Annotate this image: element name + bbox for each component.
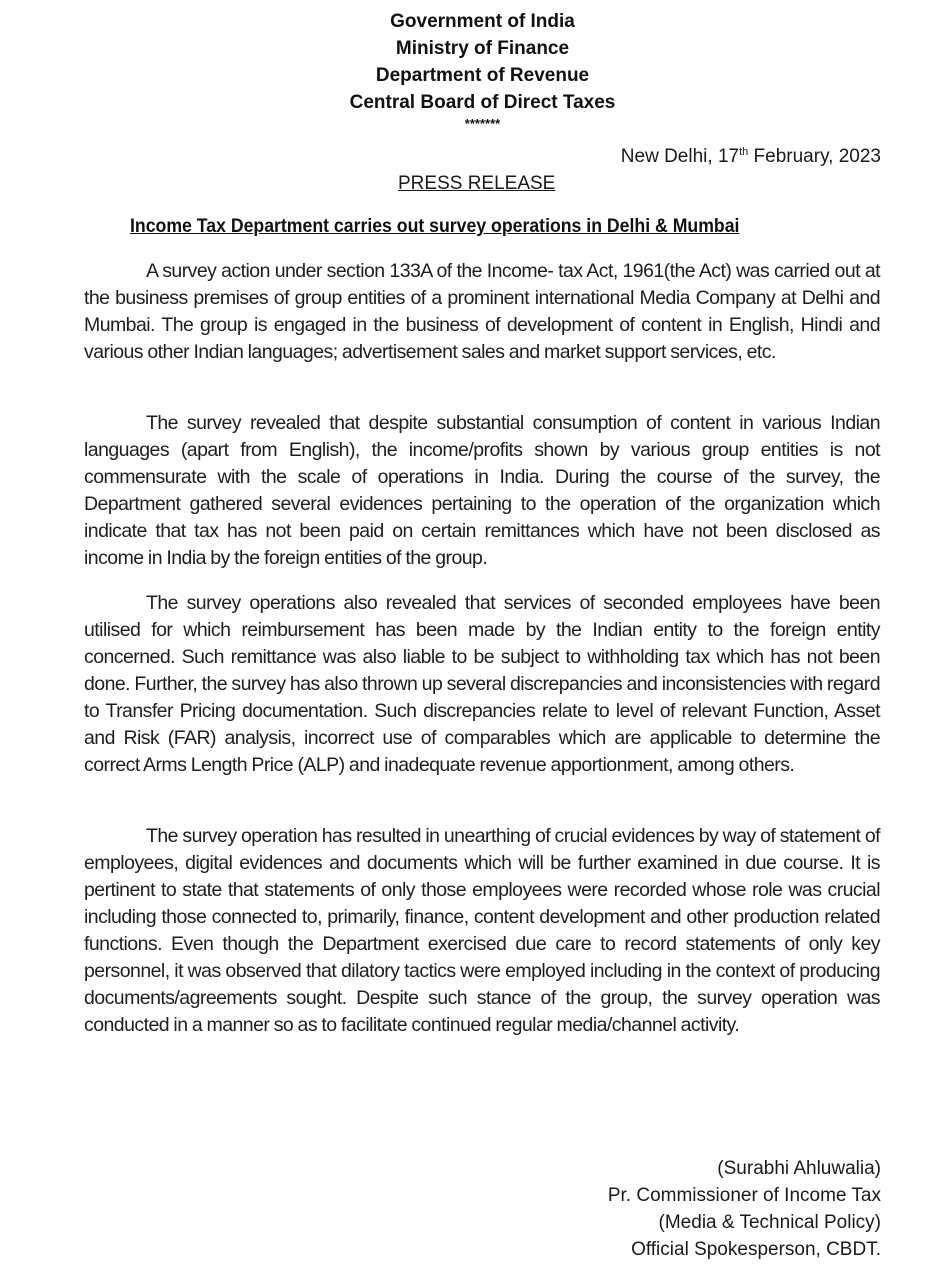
press-release-label: PRESS RELEASE: [398, 173, 556, 194]
paragraph-4: [84, 823, 880, 1039]
signatory-designation: Pr. Commissioner of Income Tax: [607, 1185, 881, 1206]
dateline-ordinal: th: [739, 146, 749, 158]
signatory-wing: (Media & Technical Policy): [658, 1212, 881, 1233]
signature-block: [608, 1155, 881, 1263]
paragraph-text: The survey operation has resulted in unearthing of crucial evidences by way of statement of employees, digital evidences and documents which will be further examined in due course. It is pertinent to state that statements of only those employees were recorded whose role was crucial including those connected to, primarily, finance, content development and other production related functions. Even though the Department exercised due care to record statements of only key personnel, it was observed that dilatory tactics were employed including in the context of producing documents/agreements sought. Despite such stance of the group, the survey operation was conducted in a manner so as to facilitate continued regular media/channel activity.: [84, 825, 880, 1036]
paragraph-3: [84, 590, 880, 779]
signatory-name: (Surabhi Ahluwalia): [717, 1158, 881, 1179]
document-title: Income Tax Department carries out survey operations in Delhi & Mumbai: [130, 216, 740, 237]
paragraph-text: A survey action under section 133A of the Income- tax Act, 1961(the Act) was carried out at the business premises of group entities of a prominent international Media Company at Delhi and Mumbai. The group is engaged in the business of development of content in English, Hindi and various other Indian languages; advertisement sales and market support services, etc.: [84, 260, 880, 363]
paragraph-text: The survey revealed that despite substantial consumption of content in various Indian languages (apart from English), the income/profits shown by various group entities is not commensurate with the scale of operations in India. During the course of the survey, the Department gathered several evidences pertaining to the operation of the organization which indicate that tax has not been paid on certain remittances which have not been disclosed as income in India by the foreign entities of the group.: [84, 412, 880, 569]
dateline-place-day: New Delhi, 17: [620, 146, 740, 167]
letterhead-board: Central Board of Direct Taxes: [349, 92, 616, 113]
letterhead-department: Department of Revenue: [375, 65, 590, 86]
letterhead-ministry: Ministry of Finance: [395, 38, 570, 59]
paragraph-2: [84, 410, 880, 572]
letterhead-government: Government of India: [390, 11, 575, 32]
dateline-month-year: February, 2023: [748, 146, 881, 167]
signatory-role: Official Spokesperson, CBDT.: [631, 1239, 881, 1260]
dateline: [621, 146, 881, 168]
letterhead: [0, 8, 925, 132]
paragraph-1: [84, 258, 880, 366]
paragraph-text: The survey operations also revealed that services of seconded employees have been utilised for which reimbursement has been made by the Indian entity to the foreign entity concerned. Such remittance was also liable to be subject to withholding tax which has not been done. Further, the survey has also thrown up several discrepancies and inconsistencies with regard to Transfer Pricing documentation. Such discrepancies relate to level of relevant Function, Asset and Risk (FAR) analysis, incorrect use of comparables which are applicable to determine the correct Arms Length Price (ALP) and inadequate revenue apportionment, among others.: [84, 592, 880, 776]
header-separator: *******: [464, 116, 501, 131]
